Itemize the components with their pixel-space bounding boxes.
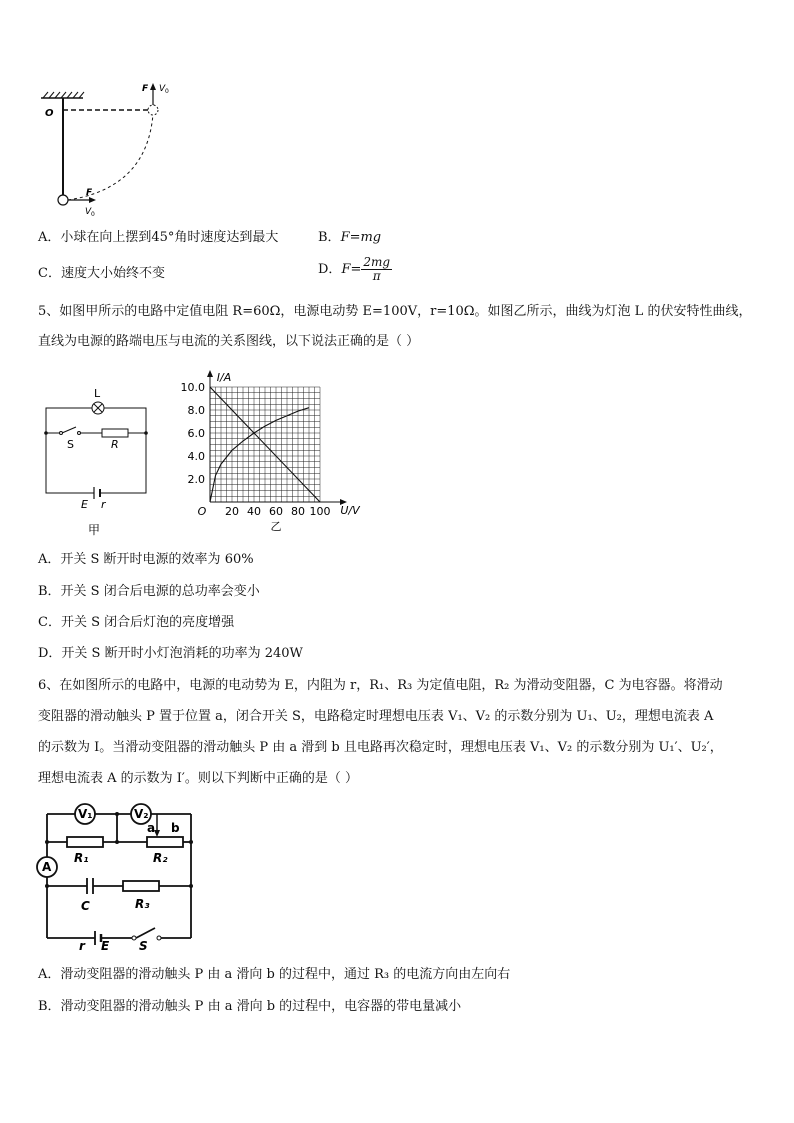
q5-option-c: C．开关 S 闭合后灯泡的亮度增强 <box>38 615 235 630</box>
q6-stem-line3: 的示数为 I。当滑动变阻器的滑动触头 P 由 a 滑到 b 且电路再次稳定时，理想电压表 V₁、V₂ 的示数分别为 U₁′、U₂′， <box>38 740 723 755</box>
x-tick-label: 20 <box>225 505 239 518</box>
v2-label: V₂ <box>134 807 149 821</box>
q6-option-a: A．滑动变阻器的滑动触头 P 由 a 滑向 b 的过程中，通过 R₃ 的电流方向由左向右 <box>38 967 511 982</box>
lamp-label: L <box>94 387 101 400</box>
q6-stem-line1: 6、在如图所示的电路中，电源的电动势为 E，内阻为 r，R₁、R₃ 为定值电阻，R₂ 为滑动变阻器，C 为电容器。将滑动 <box>38 678 723 693</box>
q6-option-b: B．滑动变阻器的滑动触头 P 由 a 滑向 b 的过程中，电容器的带电量减小 <box>38 999 462 1014</box>
slider-a-label: a <box>147 821 156 835</box>
capacitor-label: C <box>81 899 90 913</box>
q5-option-a: A．开关 S 断开时电源的效率为 60% <box>38 552 254 567</box>
y-tick-label: 2.0 <box>187 473 205 486</box>
q4-option-a: A．小球在向上摆到45°角时速度达到最大 <box>38 230 279 245</box>
x-tick-label: 40 <box>247 505 261 518</box>
q5-option-d: D．开关 S 断开时小灯泡消耗的功率为 240W <box>38 646 303 661</box>
chart-caption: 乙 <box>270 520 282 533</box>
y-axis-label: I/A <box>216 371 232 384</box>
y-tick-label: 8.0 <box>187 404 205 417</box>
q5-option-b: B．开关 S 闭合后电源的总功率会变小 <box>38 584 260 599</box>
internal-r-label: r <box>101 498 106 511</box>
force-label-top: F <box>142 84 149 94</box>
switch-label-q6: S <box>139 939 148 953</box>
r3-label: R₃ <box>135 897 150 911</box>
velocity-sub-top: 0 <box>165 88 169 95</box>
q5-stem-line1: 5、如图甲所示的电路中定值电阻 R=60Ω，电源电动势 E=100V，r=10Ω。如图乙所示，曲线为灯泡 L 的伏安特性曲线， <box>38 304 752 319</box>
q6-stem-line4: 理想电流表 A 的示数为 I′。则以下判断中正确的是（ ） <box>38 771 359 786</box>
velocity-label-top: V <box>159 84 166 94</box>
v1-label: V₁ <box>78 807 93 821</box>
q4-option-c: C．速度大小始终不变 <box>38 266 165 281</box>
q6-stem-line2: 变阻器的滑动触头 P 置于位置 a，闭合开关 S，电路稳定时理想电压表 V₁、V₂ 的示数分别为 U₁、U₂，理想电流表 A <box>38 709 714 724</box>
r1-label: R₁ <box>74 851 89 865</box>
force-label-bottom: F <box>86 188 93 198</box>
x-tick-label: 60 <box>269 505 283 518</box>
y-axis-arrow <box>207 370 213 377</box>
slider-b-label: b <box>171 821 180 835</box>
origin-label: O <box>197 505 207 518</box>
y-tick-label: 6.0 <box>187 427 205 440</box>
circuit-jia <box>40 380 155 540</box>
y-tick-label: 10.0 <box>180 381 205 394</box>
circuit-q6 <box>35 798 205 953</box>
q4-option-b: B．F=mg <box>318 230 382 245</box>
y-tick-label: 4.0 <box>187 450 205 463</box>
ammeter-label: A <box>42 860 52 874</box>
x-tick-label: 80 <box>291 505 305 518</box>
q5-stem-line2: 直线为电源的路端电压与电流的关系图线，以下说法正确的是（ ） <box>38 334 420 349</box>
emf-label: E <box>81 498 88 511</box>
x-axis-label: U/V <box>340 504 360 517</box>
q4-option-d: D．F= $\frac{2mg}{\pi}$ <box>318 255 391 283</box>
resistor-label: R <box>111 438 119 451</box>
switch-label: S <box>67 438 74 451</box>
internal-r-label-q6: r <box>79 939 85 953</box>
circuit-jia-caption: 甲 <box>88 523 101 537</box>
emf-label-q6: E <box>101 939 110 953</box>
r2-label: R₂ <box>153 851 168 865</box>
iv-chart <box>170 366 370 536</box>
x-tick-label: 100 <box>309 505 331 518</box>
velocity-label-bottom: V <box>85 207 92 217</box>
pivot-label: O <box>45 108 54 119</box>
velocity-sub-bottom: 0 <box>91 211 95 218</box>
pendulum-figure <box>35 78 185 218</box>
